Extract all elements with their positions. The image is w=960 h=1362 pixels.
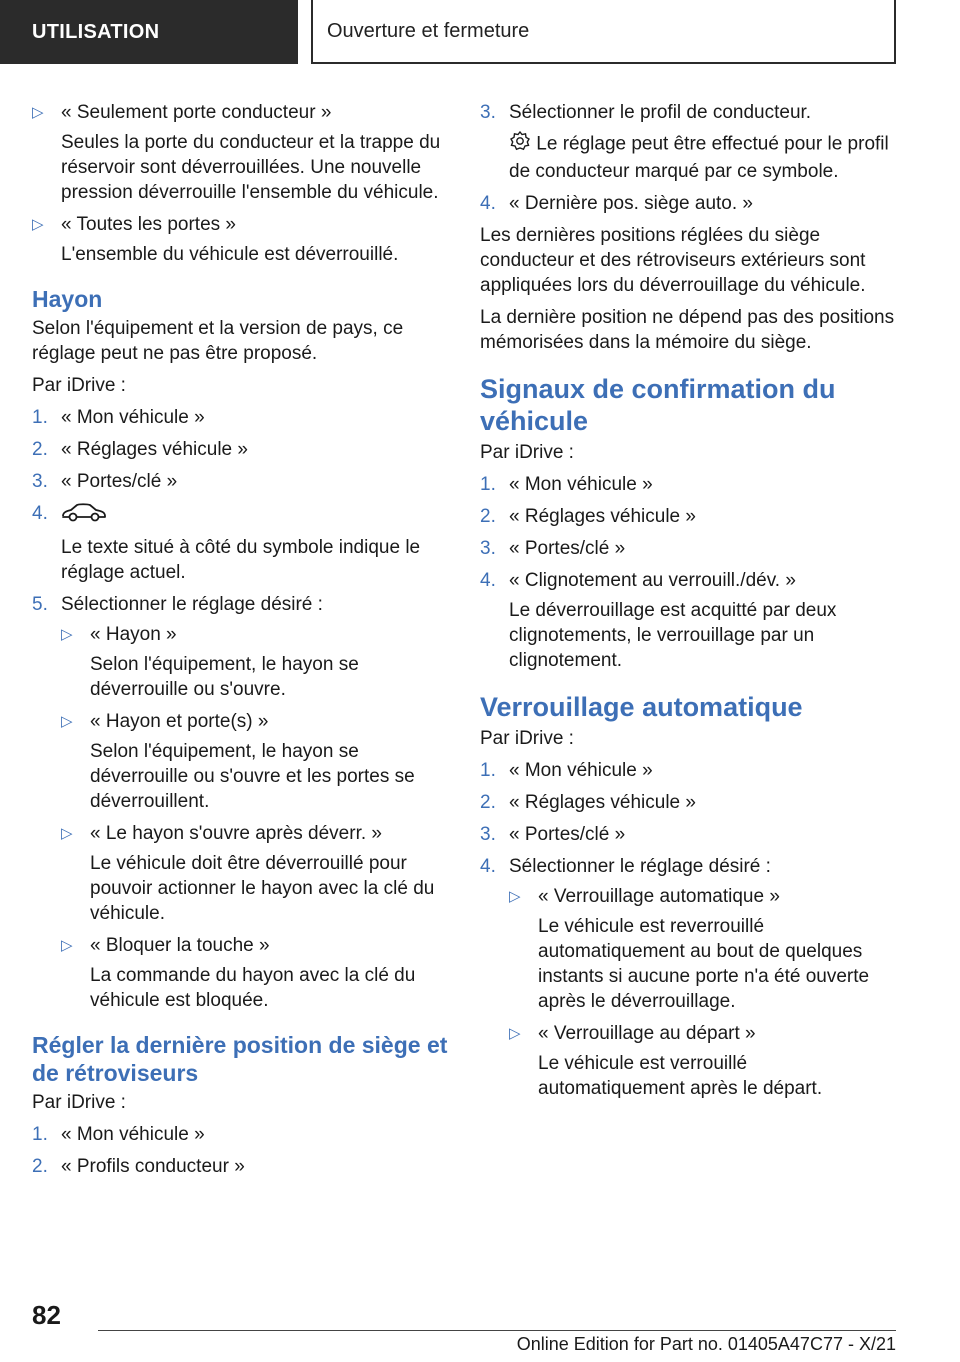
step-item — [480, 758, 898, 783]
step-text: Sélectionner le profil de conducteur. — [509, 102, 812, 123]
option-desc: L'ensemble du véhicule est déverrouillé. — [61, 244, 399, 265]
option-label: « Le hayon s'ouvre après déverr. » — [90, 823, 382, 844]
step-item — [32, 405, 450, 430]
footer-divider — [98, 1330, 896, 1331]
step-item — [32, 437, 450, 462]
step-item — [480, 100, 898, 184]
step-text: « Portes/clé » — [509, 538, 626, 559]
triangle-right-icon: ▷ — [509, 1025, 521, 1042]
option-label: « Hayon et porte(s) » — [90, 711, 269, 732]
step-text: « Mon véhicule » — [61, 1124, 205, 1145]
step-text: « Clignotement au verrouill./dév. » — [509, 570, 796, 591]
paragraph: Les dernières positions réglées du siège conducteur et des rétroviseurs extérieurs sont appliquées lors du déverrouillage du véhicule. — [480, 225, 866, 296]
edition-text: Online Edition for Part no. 01405A47C77 - X/21 — [516, 1334, 896, 1354]
triangle-right-icon: ▷ — [61, 626, 73, 643]
heading-hayon: Hayon — [32, 286, 103, 312]
step-number: 4. — [480, 856, 496, 877]
right-column — [480, 100, 898, 1108]
step-number: 1. — [480, 760, 496, 781]
paragraph: Par iDrive : — [480, 442, 574, 463]
step-text: « Mon véhicule » — [61, 407, 205, 428]
step-number: 3. — [480, 824, 496, 845]
step-number: 4. — [480, 193, 496, 214]
paragraph: Par iDrive : — [32, 375, 126, 396]
option-label: « Toutes les portes » — [61, 214, 236, 235]
option-label: « Verrouillage au départ » — [538, 1023, 756, 1044]
step-item — [32, 1122, 450, 1147]
option-desc: Seules la porte du conducteur et la trappe du réservoir sont déverrouillées. Une nouvelle pression déverrouille l'ensemble du véhicule. — [61, 132, 441, 203]
step-item — [480, 822, 898, 847]
triangle-right-icon: ▷ — [32, 216, 44, 233]
triangle-right-icon: ▷ — [61, 937, 73, 954]
list-item — [32, 100, 450, 205]
option-label: « Verrouillage automatique » — [538, 886, 780, 907]
list-item — [509, 1021, 898, 1101]
triangle-right-icon: ▷ — [61, 825, 73, 842]
step-text: « Réglages véhicule » — [61, 439, 248, 460]
option-desc: La commande du hayon avec la clé du véhicule est bloquée. — [90, 965, 416, 1011]
triangle-right-icon: ▷ — [509, 888, 521, 905]
step-text: « Dernière pos. siège auto. » — [509, 193, 753, 214]
triangle-right-icon: ▷ — [61, 713, 73, 730]
step-number: 1. — [32, 1124, 48, 1145]
step-text: « Mon véhicule » — [509, 760, 653, 781]
step-item — [32, 592, 450, 1013]
step-number: 3. — [480, 538, 496, 559]
option-label: « Hayon » — [90, 624, 177, 645]
list-item — [61, 709, 450, 814]
page-header — [0, 0, 960, 66]
heading-confirmation-signals: Signaux de confirmation du véhicule — [480, 374, 836, 436]
step-number: 5. — [32, 594, 48, 615]
step-number: 2. — [32, 1156, 48, 1177]
list-item — [509, 884, 898, 1014]
page-footer — [0, 1290, 960, 1362]
option-desc: Le véhicule est verrouillé automatiquement après le départ. — [538, 1053, 823, 1099]
left-column — [32, 100, 450, 1186]
option-desc: Le véhicule est reverrouillé automatiquement au bout de quelques instants si aucune porte n'a été ouverte après le déverrouillage. — [538, 916, 870, 1012]
step-text: « Portes/clé » — [509, 824, 626, 845]
heading-seat-position: Régler la dernière position de siège et de rétroviseurs — [32, 1032, 448, 1086]
step-item — [480, 568, 898, 673]
step-item — [480, 504, 898, 529]
step-number: 1. — [480, 474, 496, 495]
step-item — [480, 790, 898, 815]
page-number: 82 — [32, 1300, 61, 1330]
step-text: « Profils conducteur » — [61, 1156, 245, 1177]
list-item — [61, 933, 450, 1013]
step-text: « Mon véhicule » — [509, 474, 653, 495]
step-number: 3. — [480, 102, 496, 123]
step-text: « Portes/clé » — [61, 471, 178, 492]
step-item — [480, 472, 898, 497]
step-item — [32, 1154, 450, 1179]
step-item — [32, 501, 450, 585]
step-number: 2. — [480, 506, 496, 527]
car-icon — [61, 501, 107, 530]
step-number: 2. — [480, 792, 496, 813]
gear-icon — [509, 130, 531, 159]
section-title: UTILISATION — [0, 0, 298, 64]
list-item — [32, 212, 450, 267]
paragraph: La dernière position ne dépend pas des positions mémorisées dans la mémoire du siège. — [480, 307, 895, 353]
step-number: 4. — [32, 503, 48, 524]
option-desc: Selon l'équipement, le hayon se déverrouille ou s'ouvre. — [90, 654, 359, 700]
paragraph: Selon l'équipement et la version de pays, ce réglage peut ne pas être proposé. — [32, 318, 404, 364]
step-item — [480, 854, 898, 1101]
paragraph: Par iDrive : — [480, 728, 574, 749]
step-note: Le texte situé à côté du symbole indique le réglage actuel. — [61, 537, 421, 583]
list-item — [61, 821, 450, 926]
step-number: 4. — [480, 570, 496, 591]
step-number: 3. — [32, 471, 48, 492]
triangle-right-icon: ▷ — [32, 104, 44, 121]
step-number: 2. — [32, 439, 48, 460]
step-text: Sélectionner le réglage désiré : — [61, 594, 323, 615]
step-text: « Réglages véhicule » — [509, 792, 696, 813]
chapter-title: Ouverture et fermeture — [311, 0, 896, 64]
step-text: « Réglages véhicule » — [509, 506, 696, 527]
option-label: « Seulement porte conducteur » — [61, 102, 332, 123]
step-number: 1. — [32, 407, 48, 428]
paragraph: Par iDrive : — [32, 1092, 126, 1113]
step-item — [480, 536, 898, 561]
step-note: Le déverrouillage est acquitté par deux clignotements, le verrouillage par un clignotement. — [509, 600, 837, 671]
option-desc: Selon l'équipement, le hayon se déverrouille ou s'ouvre et les portes se déverrouillent. — [90, 741, 415, 812]
option-label: « Bloquer la touche » — [90, 935, 270, 956]
list-item — [61, 622, 450, 702]
step-note: Le réglage peut être effectué pour le profil de conducteur marqué par ce symbole. — [509, 133, 889, 182]
step-item — [32, 469, 450, 494]
step-item — [480, 191, 898, 216]
heading-auto-lock: Verrouillage automatique — [480, 692, 803, 722]
option-desc: Le véhicule doit être déverrouillé pour pouvoir actionner le hayon avec la clé du véhicule. — [90, 853, 435, 924]
step-text: Sélectionner le réglage désiré : — [509, 856, 771, 877]
